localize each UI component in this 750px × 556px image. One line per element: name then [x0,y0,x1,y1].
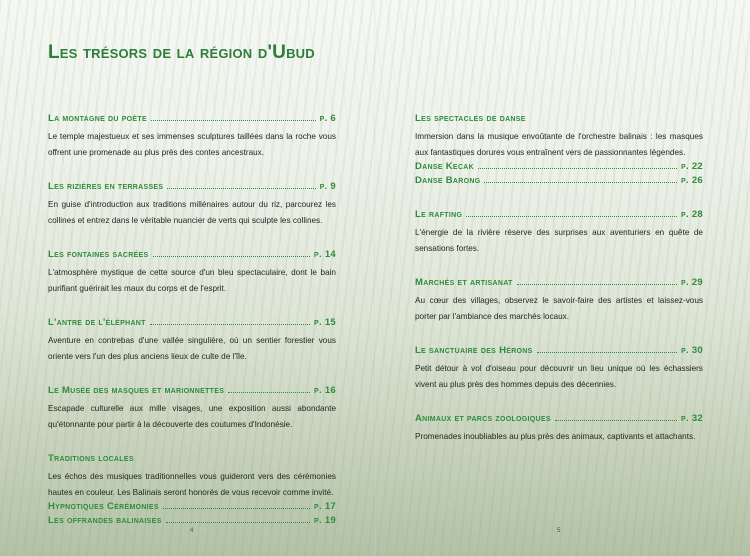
toc-section [415,412,703,445]
toc-entry-title: Danse Kecak [415,161,474,172]
toc-entry-page: p. 15 [313,317,336,328]
toc-entry[interactable] [48,514,336,528]
toc-entry-page: p. 26 [680,175,703,186]
toc-section [48,180,336,228]
toc-entry-title: La montagne du poète [48,113,147,124]
toc-entry-title: Marchés et artisanat [415,277,513,288]
right-column [415,112,703,465]
toc-entry[interactable] [415,174,703,188]
toc-entry-description: Petit détour à vol d'oiseau pour découvrir un lieu unique où les échassiers vivent au plus près des hommes depuis des décennies. [415,364,703,389]
toc-section [48,248,336,296]
toc-section [415,208,703,256]
toc-entry-title: Les fontaines sacrées [48,249,149,260]
toc-entry-page: p. 22 [680,161,703,172]
toc-entry-description: Aventure en contrebas d'une vallée singulière, où un sentier forestier vous oriente vers l'un des plus anciens lieux de culte de l'île. [48,336,336,361]
dot-leader [466,216,677,217]
dot-leader [166,522,310,523]
toc-entry-description: Au cœur des villages, observez le savoir-faire des artistes et laissez-vous porter par l'ambiance des marchés locaux. [415,296,703,321]
toc-entry-title: Le sanctuaire des Hérons [415,345,533,356]
toc-entry[interactable] [415,208,703,222]
toc-entry-description: Immersion dans la musique envoûtante de l'orchestre balinais : les masques aux fantastiques dorures vous entraînent vers de passionnantes légendes. [415,132,703,157]
toc-entry-title: Hypnotiques Cérémonies [48,501,159,512]
toc-entry-description: L'énergie de la rivière réserve des surprises aux aventuriers en quête de sensations fortes. [415,228,703,253]
dot-leader [484,182,677,183]
dot-leader [228,392,310,393]
page-title: Les trésors de la région d'Ubud [48,42,315,63]
toc-entry-title: Les rizières en terrasses [48,181,164,192]
toc-entry-title: Animaux et parcs zoologiques [415,413,551,424]
toc-entry-description: Les échos des musiques traditionnelles vous guideront vers des cérémonies hautes en couleur. Les Balinais seront honorés de vous recevoir comme invité. [48,472,336,497]
left-column [48,112,336,548]
toc-entry-page: p. 16 [313,385,336,396]
dot-leader [537,352,677,353]
dot-leader [163,508,310,509]
dot-leader [153,256,310,257]
toc-entry[interactable] [48,500,336,514]
toc-section-title[interactable]: Les spectacles de danse [415,113,526,124]
toc-entry-page: p. 28 [680,209,703,220]
toc-section-title[interactable]: Traditions locales [48,453,134,464]
page-fold [374,0,376,556]
toc-entry-page: p. 17 [313,501,336,512]
toc-entry-page: p. 9 [319,181,336,192]
toc-entry[interactable] [415,276,703,290]
toc-entry-title: L'antre de l'éléphant [48,317,146,328]
dot-leader [555,420,677,421]
toc-entry[interactable] [48,316,336,330]
toc-entry-page: p. 30 [680,345,703,356]
toc-entry-title: Danse Barong [415,175,481,186]
toc-entry-title: Le Musée des masques et marionnettes [48,385,225,396]
toc-entry[interactable] [48,384,336,398]
toc-entry[interactable] [415,412,703,426]
toc-entry-page: p. 6 [319,113,336,124]
dot-leader [517,284,677,285]
toc-section [415,276,703,324]
toc-section [48,316,336,364]
toc-entry-description: Escapade culturelle aux mille visages, une exposition aussi abondante qu'étonnante pour partir à la découverte des coutumes d'Indonésie. [48,404,336,429]
toc-entry-page: p. 14 [313,249,336,260]
toc-entry-page: p. 29 [680,277,703,288]
toc-entry[interactable] [415,344,703,358]
toc-entry-description: Promenades inoubliables au plus près des animaux, captivants et attachants. [415,432,696,441]
toc-entry[interactable] [48,180,336,194]
toc-entry-description: L'atmosphère mystique de cette source d'un bleu spectaculaire, dont le bain purifiant guérirait les maux du corps et de l'esprit. [48,268,336,293]
toc-entry-title: Les offrandes balinaises [48,515,162,526]
toc-entry[interactable] [48,248,336,262]
toc-entry-title: Le rafting [415,209,463,220]
toc-entry-page: p. 19 [313,515,336,526]
toc-entry[interactable] [415,160,703,174]
dot-leader [478,168,677,169]
toc-section-traditions [48,452,336,528]
toc-section [48,384,336,432]
dot-leader [150,324,310,325]
page-number-right: 5 [557,528,561,534]
toc-entry[interactable] [48,112,336,126]
toc-section-spectacles [415,112,703,188]
toc-section [415,344,703,392]
toc-entry-description: Le temple majestueux et ses immenses sculptures taillées dans la roche vous offrent une promenade au plus près des contes ancestraux. [48,132,336,157]
toc-entry-page: p. 32 [680,413,703,424]
page-number-left: 4 [190,528,194,534]
toc-section [48,112,336,160]
toc-entry-description: En guise d'introduction aux traditions millénaires autour du riz, parcourez les collines et entrez dans le véritable nuancier de verts qui sculpte les collines. [48,200,336,225]
dot-leader [151,120,316,121]
dot-leader [167,188,315,189]
